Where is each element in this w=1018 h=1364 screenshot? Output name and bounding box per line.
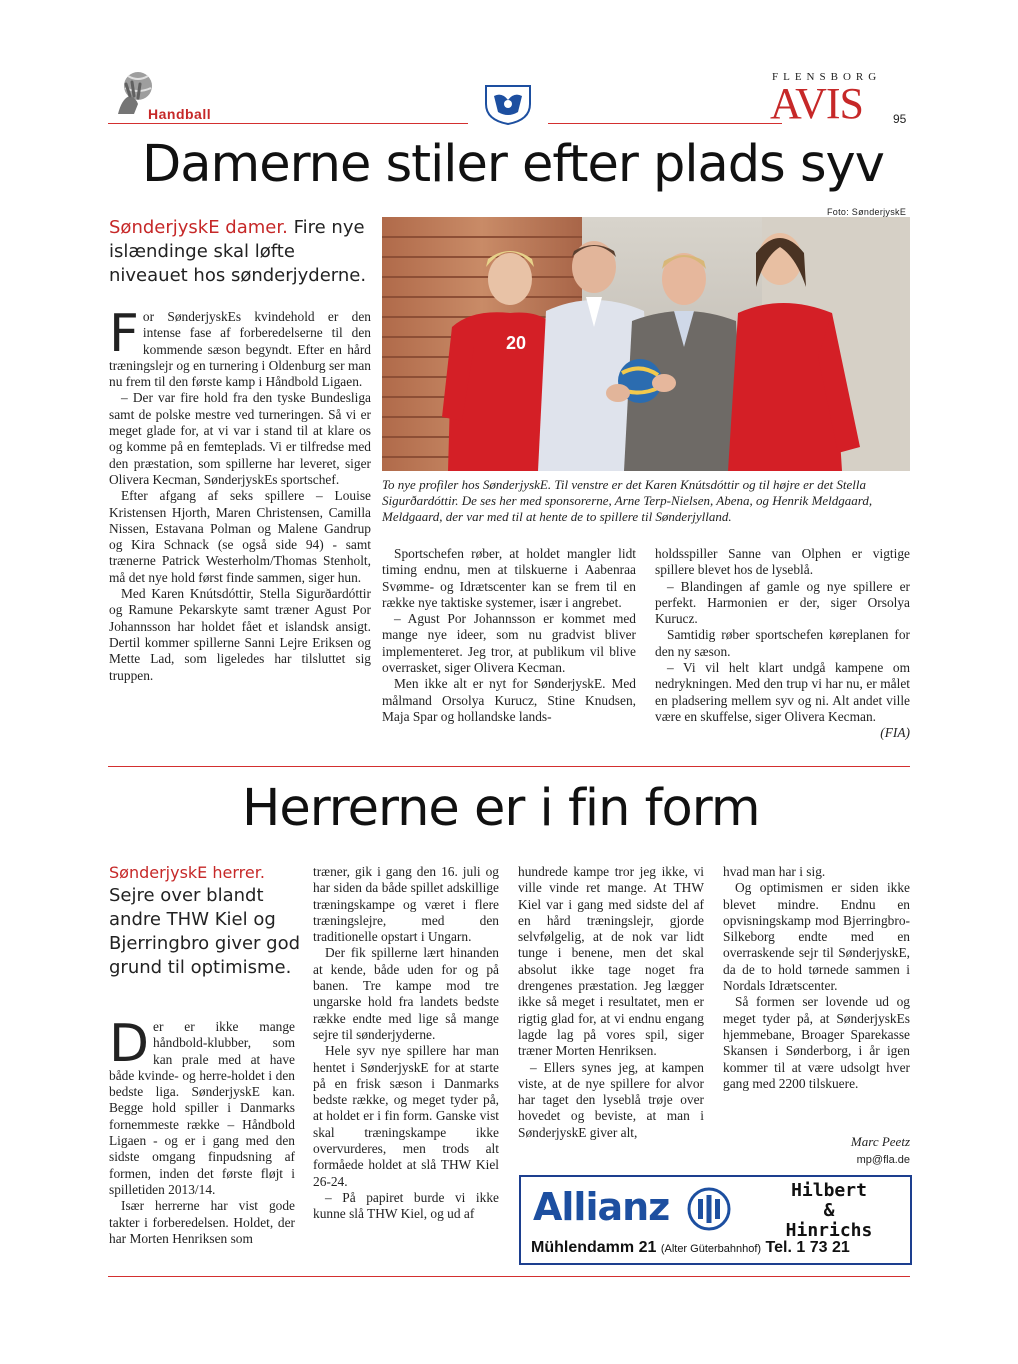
- paragraph: – Vi vil helt klart undgå kampene om nedrykningen. Med den trup vi har nu, er målet en pladsering mellem syv og ni. Alt andet ville være en skuffelse, siger Olivera Kecman.: [655, 660, 910, 724]
- paragraph: træner, gik i gang den 16. juli og har siden da både spillet adskillige træningskampe og været i flere træningslejre, med den traditionelle opstart i Ungarn.: [313, 864, 499, 945]
- article1-lede: [109, 216, 371, 288]
- article1-headline: Damerne stiler efter plads syv: [142, 135, 884, 194]
- article2-column-1: [109, 1014, 295, 1247]
- drop-cap: F: [109, 304, 139, 364]
- author-email: mp@fla.de: [856, 1154, 910, 1166]
- author-byline: Marc Peetz: [850, 1134, 910, 1149]
- paragraph: Især herrerne har vist gode takter i forberedelsen. Holdet, der har Morten Henriksen som: [109, 1198, 295, 1246]
- article2-lede: [109, 862, 301, 980]
- lede-text: Sejre over blandt andre THW Kiel og Bjerringbro giver god grund til optimisme.: [109, 885, 301, 978]
- allianz-logo-icon: [687, 1187, 731, 1231]
- article1-signature: (FIA): [880, 725, 910, 741]
- paragraph: er er ikke mange håndbold-klubber, som kan prale med at have både kvinde- og herre-holdet i den bedste liga. SønderjyskE kan. Begge hold spiller i Danmarks fornemmeste række – Håndbold Ligaen - og er i gang med den sidste omgang finpudsning af formen, inden det første fløjt i spilletiden 2013/14.: [109, 1019, 295, 1197]
- article2-headline: Herrerne er i fin form: [242, 779, 760, 838]
- paragraph: hundrede kampe tror jeg ikke, vi ville vinde ret mange. At THW Kiel var i gang med sidste del af en hård træningslejr, gjorde selvfølgelig, at de nok var lidt tunge i benene, men det skal absolut ikke tage noget fra drengenes præstation. Jeg lægger ikke så meget i resultatet, men er rigtig glad for, at vi endnu engang lagde lag på vores spil, siger træner Morten Henriksen.: [518, 864, 704, 1059]
- paragraph: Med Karen Knútsdóttir, Stella Sigurðardóttir og Ramune Pekarskyte samt træner Agust Por Johannsson har holdet fået et islandsk ansigt. Dertil kommer spillerne Sanni Lejre Eriksen og Mette Lad, som ligeledes har tilsluttet sig truppen.: [109, 586, 371, 683]
- article2-column-4: [723, 864, 910, 1092]
- article1-column-1: [109, 304, 371, 684]
- paragraph: Men ikke alt er nyt for SønderjyskE. Med målmand Orsolya Kurucz, Stine Knudsen, Maja Spar og hollandske lands-: [382, 676, 636, 724]
- photo-credit: Foto: SønderjyskE: [827, 207, 907, 217]
- paragraph: hvad man har i sig.: [723, 864, 826, 879]
- article1-column-3: [655, 546, 910, 742]
- article2-column-2: [313, 864, 499, 1223]
- paragraph: – Blandingen af gamle og nye spillere er perfekt. Harmonien er der, siger Orsolya Kurucz.: [655, 578, 910, 627]
- masthead-top: FLENSBORG: [772, 71, 882, 83]
- team-photo: [382, 217, 910, 471]
- paragraph: Og optimismen er siden ikke blevet mindre. Endnu en opvisningskamp mod Bjerringbro-Silkeborg endte med en overraskende sejr til SønderjyskE, da de to hold tørnede sammen i Nordals Idrætscenter.: [723, 880, 910, 994]
- article1-column-2: [382, 546, 636, 725]
- ad-address: Mühlendamm 21 (Alter Güterbahnhof) Tel. 1 73 21: [531, 1239, 850, 1256]
- lede-kicker: SønderjyskE damer.: [109, 217, 288, 238]
- article-divider: [108, 766, 910, 767]
- paragraph: Efter afgang af seks spillere – Louise Kristensen Hjorth, Maren Christensen, Camilla Nissen, Estavana Polman og Malene Gandrup og Kira Schnack (se også side 94) - samt trænerne Patrick Westerholm/Thomas Stenholt, må det nye hold først finde sammen, siger hun.: [109, 488, 371, 585]
- bottom-rule: [108, 1276, 910, 1277]
- photo-caption: To nye profiler hos SønderjyskE. Til venstre er det Karen Knútsdóttir og til højre er det Stella Sigurðardóttir. De ses her med sponsorerne, Arne Terp-Nielsen, Abena, og Henrik Meldgaard, Meldgaard, der var med til at hente de to spillere til Sønderjylland.: [382, 477, 873, 524]
- lede-kicker: SønderjyskE herrer.: [109, 863, 265, 882]
- drop-cap: D: [109, 1014, 150, 1074]
- allianz-brand: Allianz: [533, 1185, 670, 1229]
- lede-text: Fire nye islændinge skal løfte niveauet hos sønderjyderne.: [109, 217, 367, 286]
- jersey-number: 20: [506, 333, 527, 353]
- section-label: Handball: [148, 106, 212, 122]
- paragraph: – Ellers synes jeg, at kampen viste, at de nye spillere for alvor har taget den lyseblå trøje over hovedet og beviste, at man i SønderjyskE giver alt,: [518, 1059, 704, 1140]
- paragraph: – På papiret burde vi ikke kunne slå THW Kiel, og ud af: [313, 1189, 499, 1222]
- club-crest-icon: [480, 82, 536, 126]
- paragraph: – Der var fire hold fra den tyske Bundesliga samt de polske mestre ved turneringen. Så vi er meget glade for, at vi var i stand til at klare os og komme på en femteplads. Vi er tilfredse med den præstation, som spillerne har leveret, siger Olivera Kecman, SønderjyskEs sportschef.: [109, 390, 371, 487]
- paragraph: Samtidig røber sportschefen køreplanen for den ny sæson.: [655, 627, 910, 659]
- allianz-ad: [519, 1175, 912, 1265]
- paragraph: – Agust Por Johannsson er kommet med mange nye ideer, som nu gradvist bliver implementeret. Jeg tror, at publikum vil blive overrasket, siger Olivera Kecman.: [382, 611, 636, 676]
- header-rule-left: [108, 123, 468, 124]
- paragraph: holdsspiller Sanne van Olphen er vigtige spillere blevet hos de lyseblå.: [655, 546, 910, 578]
- masthead-logo: AVIS: [770, 79, 864, 128]
- paragraph: Så formen ser lovende ud og meget tyder på, at SønderjyskEs hjemmebane, Broager Sparekasse Skansen i Sønderborg, i år igen kommer til at være udsolgt hver gang med 2200 tilskuere.: [723, 994, 910, 1091]
- company-name: Hilbert & Hinrichs: [785, 1180, 873, 1241]
- article2-column-3: [518, 864, 704, 1141]
- page-number: 95: [893, 112, 907, 126]
- paragraph: Der fik spillerne lært hinanden at kende, både uden for og på banen. Tre kampe mod tre ungarske hold fra landets bedste række endte med lige så mange sejre til sønderjyderne.: [313, 945, 499, 1042]
- header-rule-right: [548, 123, 782, 124]
- paragraph: Hele syv nye spillere har man hentet i SønderjyskE for at starte på en frisk sæson i Danmarks bedste række, og meget tyder på, at holdet er i fin form. Ganske vist skal træningskampe ikke overvurderes, men trods alt formåede holdet at slå THW Kiel 26-24.: [313, 1043, 499, 1189]
- paragraph: or SønderjyskEs kvindehold er den intense fase af forberedelserne til den kommende sæson begyndt. Efter en hård træningslejr og en turnering i Oldenburg ser man nu frem til den første kamp i Håndbold Ligaen.: [109, 309, 371, 390]
- paragraph: Sportschefen røber, at holdet mangler lidt timing endnu, men at tilskuerne i Aabenraa Svømme- og Idrætscenter kan se frem til en række nye taktiske systemer, især i angrebet.: [382, 546, 636, 610]
